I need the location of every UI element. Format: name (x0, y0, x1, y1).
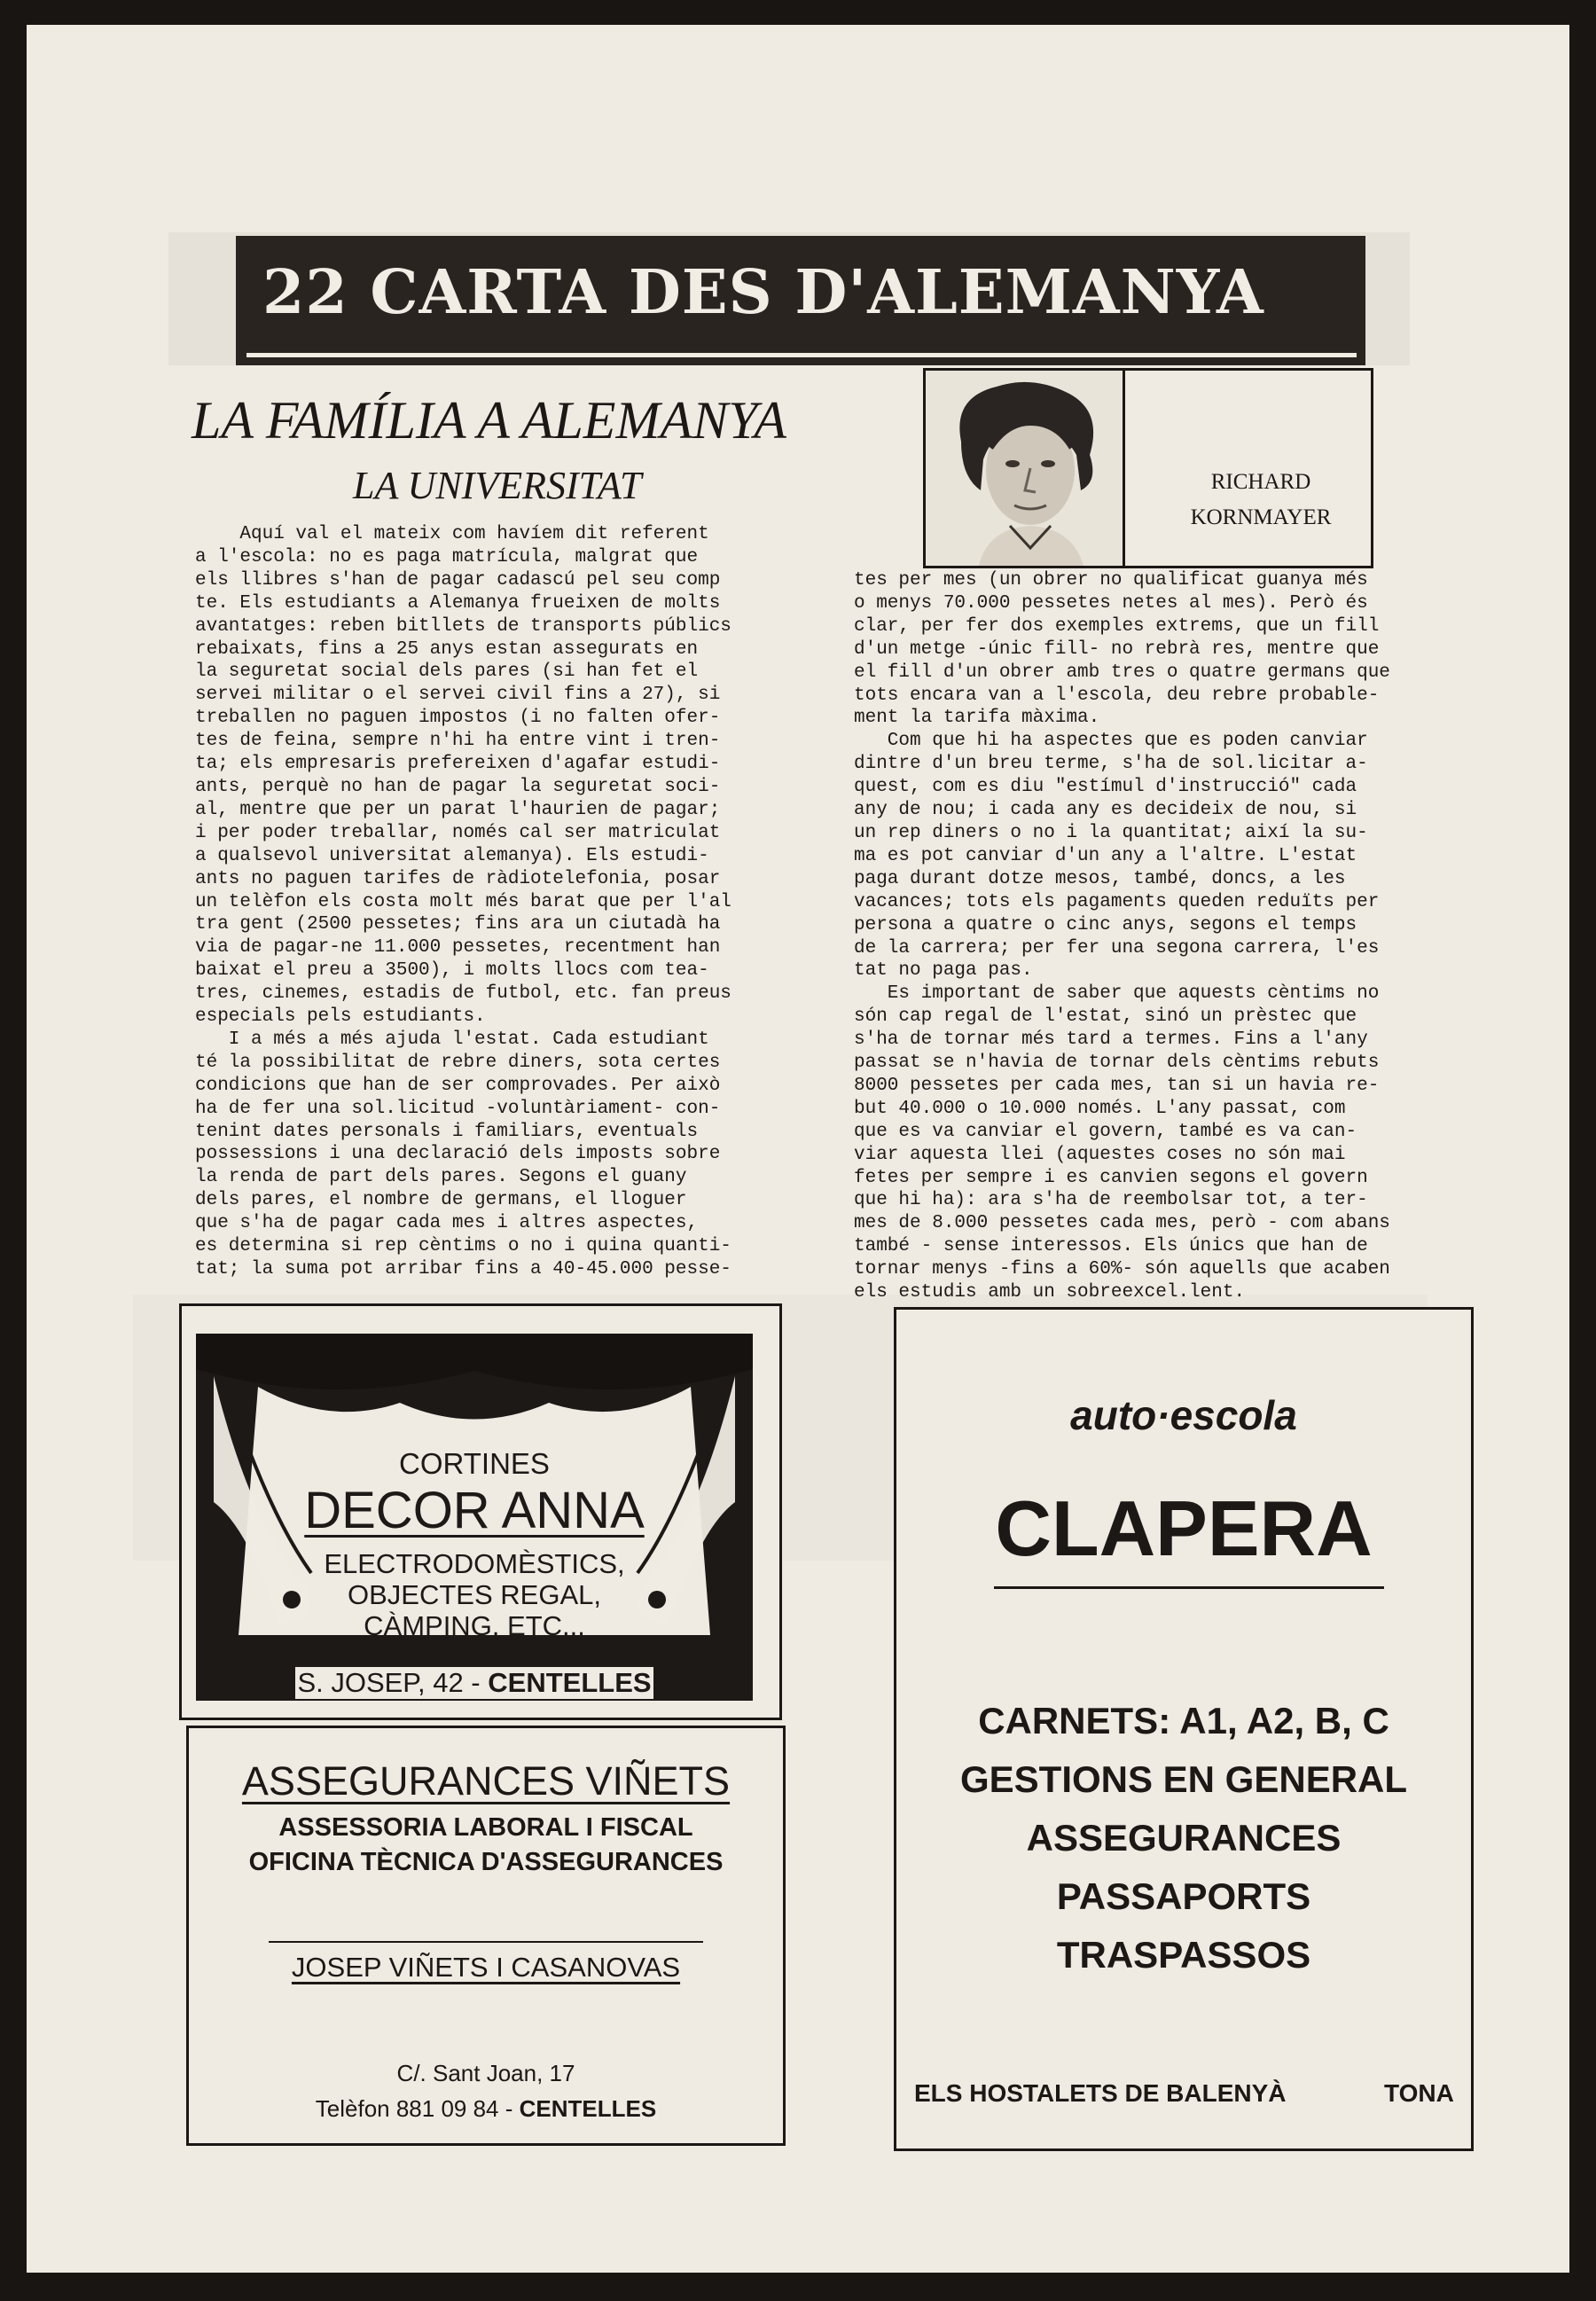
decor-line-1: ELECTRODOMÈSTICS, (324, 1548, 625, 1579)
article-line: al, mentre que per un parat l'haurien de pagar; (195, 799, 721, 820)
article-line: clar, per fer dos exemples extrems, que un fill (854, 615, 1380, 637)
article-line: que es va canviar el govern, també es va can- (854, 1121, 1357, 1142)
banner-rule (246, 353, 1357, 357)
article-line: but 40.000 o 10.000 només. L'any passat, com (854, 1098, 1346, 1119)
article-subtitle: LA UNIVERSITAT (353, 464, 642, 507)
article-line: també - sense interessos. Els únics que han de (854, 1236, 1368, 1257)
vinets-line-1: ASSESSORIA LABORAL I FISCAL (278, 1813, 693, 1842)
author-first-name: RICHARD (1210, 470, 1311, 494)
clapera-item-1: CARNETS: A1, A2, B, C (978, 1700, 1389, 1741)
ad-decor-anna (179, 1303, 782, 1720)
article-line: avantatges: reben bitllets de transports públics (195, 615, 732, 637)
article-line: tots encara van a l'escola, deu rebre probable- (854, 685, 1380, 706)
decor-line-2: OBJECTES REGAL, (348, 1579, 601, 1610)
article-line: d'un metge -únic fill- no rebrà res, mentre que (854, 638, 1380, 660)
article-line: tenint dates personals i familiars, eventuals (195, 1121, 699, 1142)
article-line: la seguretat social dels pares (si han fet el (195, 661, 699, 683)
article-line: que s'ha de pagar cada mes i altres aspectes, (195, 1213, 699, 1234)
article-line: la renda de part dels pares. Segons el guany (195, 1167, 687, 1188)
article-line: i per poder treballar, només cal ser matriculat (195, 822, 721, 843)
article-line: ma es pot canviar d'un any a l'altre. L'estat (854, 845, 1357, 866)
article-line: mes de 8.000 pessetes cada mes, però - com abans (854, 1213, 1390, 1234)
article-column-2 (854, 569, 1390, 1304)
article-line: els llibres s'han de pagar cadascú pel seu comp (195, 569, 721, 591)
author-box (923, 368, 1373, 568)
article-line: a qualsevol universitat alemanya). Els estudi- (195, 845, 709, 866)
vinets-tel: Telèfon 881 09 84 - (315, 2095, 513, 2122)
article-title: LA FAMÍLIA A ALEMANYA (192, 391, 786, 450)
article-line: tes per mes (un obrer no qualificat guanya més (854, 570, 1368, 591)
clapera-location-1: ELS HOSTALETS DE BALENYÀ (914, 2079, 1287, 2107)
article-line: tat no paga pas. (854, 960, 1033, 982)
article-line: de la carrera; per fer una segona carrera, l'es (854, 937, 1380, 959)
article-line: condicions que han de ser comprovades. Per això (195, 1075, 721, 1096)
author-name (1181, 465, 1341, 536)
article-line: s'ha de tornar més tard a termes. Fins a l'any (854, 1029, 1368, 1051)
ad-clapera (894, 1307, 1474, 2151)
clapera-item-2: GESTIONS EN GENERAL (959, 1758, 1408, 1800)
article-line: ha de fer una sol.licitud -voluntàriament- con- (195, 1098, 721, 1119)
article-line: quest, com es diu "estímul d'instrucció" cada (854, 777, 1357, 798)
article-line: un rep diners o no i la quantitat; així la su- (854, 822, 1368, 843)
article-line: servei militar o el servei civil fins a 27), si (195, 685, 721, 706)
article-line: Es important de saber que aquests cèntims no (854, 983, 1380, 1005)
decor-line-3: CÀMPING, ETC... (364, 1610, 585, 1641)
article-line: tornar menys -fins a 60%- són aquells que acaben (854, 1259, 1390, 1280)
article-line: té la possibilitat de rebre diners, sota certes (195, 1052, 721, 1073)
ad-assegurances-vinets (186, 1726, 786, 2146)
article-line: Aquí val el mateix com havíem dit referent (195, 524, 709, 544)
section-title: CARTA DES D'ALEMANYA (370, 257, 1264, 328)
article-line: un telèfon els costa molt més barat que per l'al (195, 891, 732, 912)
clapera-item-3: ASSEGURANCES (1026, 1817, 1342, 1859)
article-line: ta; els empresaris prefereixen d'agafar estudi- (195, 754, 721, 775)
author-photo (926, 371, 1125, 566)
clapera-item-4: PASSAPORTS (1056, 1875, 1311, 1917)
article-line: fetes per sempre i es canvien segons el govern (854, 1167, 1368, 1188)
vinets-phone (189, 2095, 783, 2123)
article-line: vacances; tots els pagaments queden reduïts per (854, 891, 1380, 912)
article-line: ants, perquè no han de pagar la seguretat soci- (195, 776, 721, 797)
decor-town: CENTELLES (488, 1667, 652, 1698)
article-line: persona a quatre o cinc anys, segons el temps (854, 914, 1357, 935)
article-line: tes de feina, sempre n'hi ha entre vint i tren- (195, 731, 721, 752)
vinets-title: ASSEGURANCES VIÑETS (241, 1758, 731, 1804)
article-line: que hi ha): ara s'ha de reembolsar tot, a ter- (854, 1190, 1368, 1211)
article-line: tat; la suma pot arribar fins a 40-45.000 pesse- (195, 1259, 732, 1280)
clapera-location-2: TONA (1384, 2079, 1454, 2107)
clapera-name: CLAPERA (995, 1484, 1373, 1572)
clapera-item-5: TRASPASSOS (1056, 1934, 1311, 1976)
stage-curtain-graphic (196, 1334, 753, 1701)
clapera-rule (994, 1586, 1384, 1589)
article-line: rebaixats, fins a 25 anys estan assegurats en (195, 638, 699, 660)
article-line: passat se n'havia de tornar dels cèntims rebuts (854, 1053, 1380, 1074)
article-line: treballen no paguen impostos (i no falten ofer- (195, 708, 721, 729)
section-number: 22 (262, 257, 348, 328)
article-line: I a més a més ajuda l'estat. Cada estudiant (195, 1029, 709, 1050)
section-heading (262, 257, 1264, 328)
article-column-1 (195, 523, 732, 1281)
portrait-graphic (926, 371, 1123, 566)
vinets-town: CENTELLES (519, 2095, 657, 2122)
decor-brand-name: DECOR ANNA (304, 1482, 645, 1539)
clapera-tag: auto·escola (1070, 1392, 1297, 1438)
decor-street: S. JOSEP, 42 - (297, 1667, 481, 1698)
author-last-name: KORNMAYER (1190, 505, 1332, 529)
vinets-owner: JOSEP VIÑETS I CASANOVAS (291, 1952, 681, 1983)
article-line: o menys 70.000 pessetes netes al mes). Però és (854, 592, 1368, 614)
article-line: te. Els estudiants a Alemanya frueixen de molts (195, 592, 721, 614)
article-line: especials pels estudiants. (195, 1006, 486, 1028)
article-line: ants no paguen tarifes de ràdiotelefonia, posar (195, 868, 721, 889)
article-line: viar aquesta llei (aquestes coses no són mai (854, 1144, 1346, 1165)
vinets-line-2: OFICINA TÈCNICA D'ASSEGURANCES (248, 1848, 724, 1876)
article-line: baixat el preu a 3500), i molts llocs com tea- (195, 960, 709, 982)
article-line: els estudis amb un sobreexcel.lent. (854, 1282, 1246, 1303)
article-line: Com que hi ha aspectes que es poden canviar (854, 731, 1368, 752)
article-line: es determina si rep cèntims o no i quina quanti- (195, 1236, 732, 1257)
article-line: ment la tarifa màxima. (854, 708, 1100, 729)
vinets-address: C/. Sant Joan, 17 (396, 2060, 575, 2086)
article-line: dintre d'un breu terme, s'ha de sol.licitar a- (854, 754, 1368, 775)
article-line: són cap regal de l'estat, sinó un prèstec que (854, 1006, 1357, 1028)
article-line: tres, cinemes, estadis de futbol, etc. fan preus (195, 983, 732, 1005)
article-line: dels pares, el nombre de germans, el lloguer (195, 1190, 687, 1211)
vinets-rule (269, 1941, 703, 1943)
article-line: tra gent (2500 pessetes; fins ara un ciutadà ha (195, 914, 721, 935)
article-line: a l'escola: no es paga matrícula, malgrat que (195, 546, 699, 567)
article-line: possessions i una declaració dels imposts sobre (195, 1144, 721, 1165)
article-line: 8000 pessetes per cada mes, tan si un havia re- (854, 1075, 1380, 1096)
article-line: el fill d'un obrer amb tres o quatre germans que (854, 661, 1390, 683)
article-line: via de pagar-ne 11.000 pessetes, recentment han (195, 937, 721, 959)
decor-address (196, 1667, 753, 1699)
article-line: paga durant dotze mesos, també, doncs, a les (854, 868, 1346, 889)
article-line: any de nou; i cada any es decideix de nou, si (854, 800, 1357, 821)
decor-top-label: CORTINES (399, 1447, 550, 1480)
